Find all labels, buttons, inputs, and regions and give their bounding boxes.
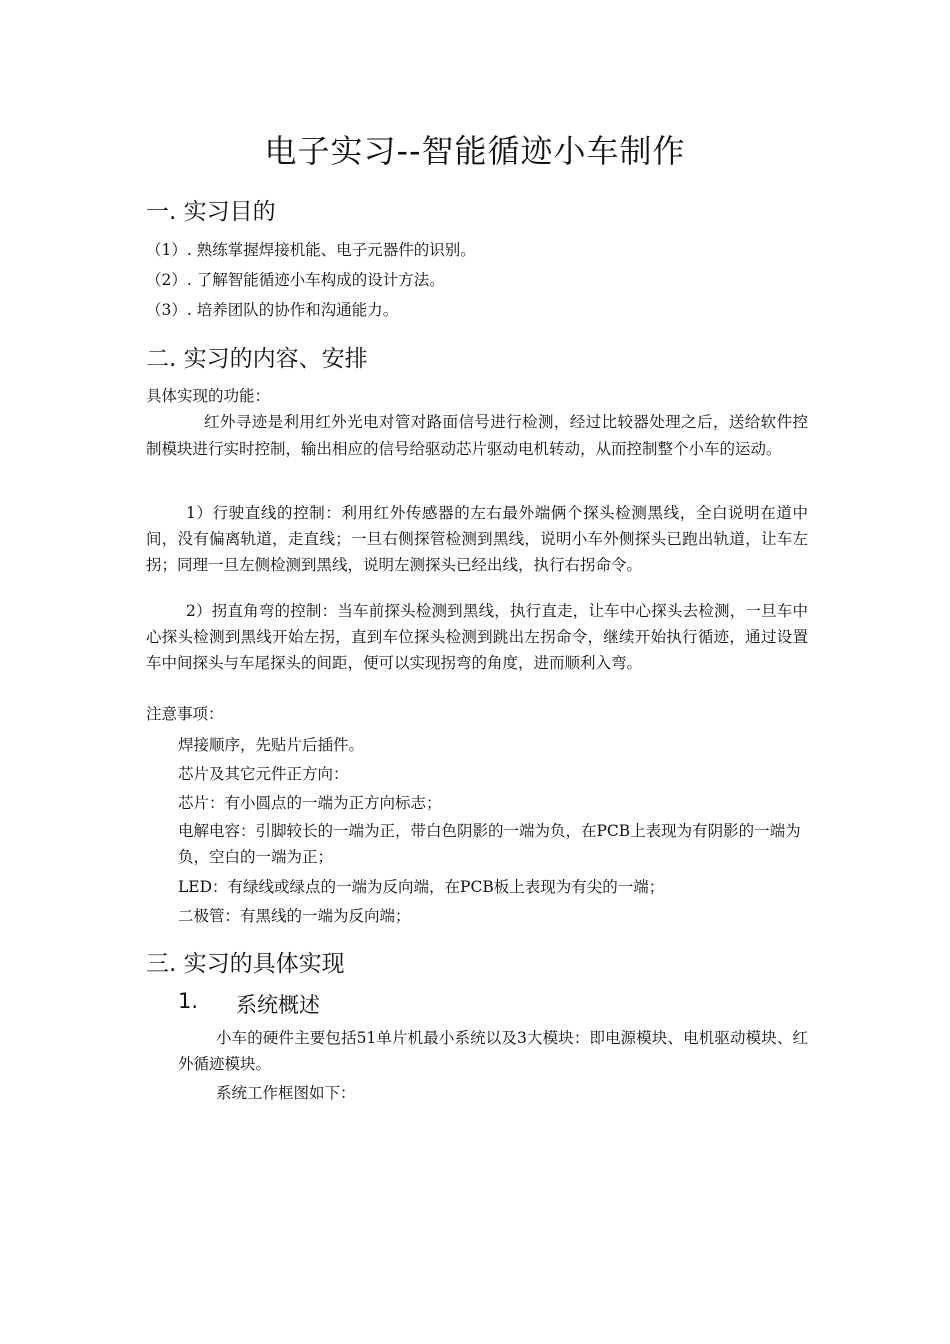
note-item-3: 芯片：有小圆点的一端为正方向标志； (178, 794, 442, 812)
objective-item-1: （1）. 熟练掌握焊接机能、电子元器件的识别。 (146, 241, 476, 259)
right-angle-paragraph: 2）拐直角弯的控制：当车前探头检测到黑线，执行直走，让车中心探头去检测，一旦车中心探头检测到黑线开始左拐，直到车位探头检测到跳出左拐命令，继续开始执行循迹，通过设置车中间探头与车尾探头的间距，便可以实现拐弯的角度，进而顺利入弯。 (146, 602, 808, 672)
section-1-heading: 一. 实习目的 (146, 199, 276, 225)
overview-paragraph: 小车的硬件主要包括51单片机最小系统以及3大模块：即电源模块、电机驱动模块、红外循迹模块。 (178, 1029, 808, 1073)
section-2-heading: 二. 实习的内容、安排 (146, 346, 368, 372)
page-title: 电子实习--智能循迹小车制作 (264, 132, 686, 170)
subsection-1-title: 系统概述 (236, 993, 320, 1017)
notes-label: 注意事项： (146, 705, 224, 723)
objective-item-2: （2）. 了解智能循迹小车构成的设计方法。 (146, 271, 445, 289)
note-item-2: 芯片及其它元件正方向： (178, 765, 349, 783)
objective-item-3: （3）. 培养团队的协作和沟通能力。 (146, 301, 399, 319)
function-label: 具体实现的功能： (146, 387, 271, 405)
note-item-4: 电解电容：引脚较长的一端为正，带白色阴影的一端为负，在PCB上表现为有阴影的一端为负，空白的一端为正； (178, 822, 801, 866)
note-item-1: 焊接顺序，先贴片后插件。 (178, 736, 365, 754)
section-3-heading: 三. 实习的具体实现 (146, 951, 345, 977)
intro-paragraph: 红外寻迹是利用红外光电对管对路面信号进行检测，经过比较器处理之后，送给软件控制模块进行实时控制，输出相应的信号给驱动芯片驱动电机转动，从而控制整个小车的运动。 (146, 413, 808, 458)
note-item-6: 二极管：有黑线的一端为反向端； (178, 907, 411, 925)
block-diagram-caption: 系统工作框图如下： (216, 1084, 356, 1102)
note-item-5: LED：有绿线或绿点的一端为反向端，在PCB板上表现为有尖的一端； (178, 878, 665, 896)
straight-line-paragraph: 1）行驶直线的控制：利用红外传感器的左右最外端俩个探头检测黑线，全白说明在道中间，没有偏离轨道，走直线；一旦右侧探管检测到黑线，说明小车外侧探头已跑出轨道，让车左拐；同理一旦左侧检测到黑线，说明左测探头已经出线，执行右拐命令。 (146, 504, 808, 574)
subsection-1-number: 1. (178, 989, 199, 1013)
